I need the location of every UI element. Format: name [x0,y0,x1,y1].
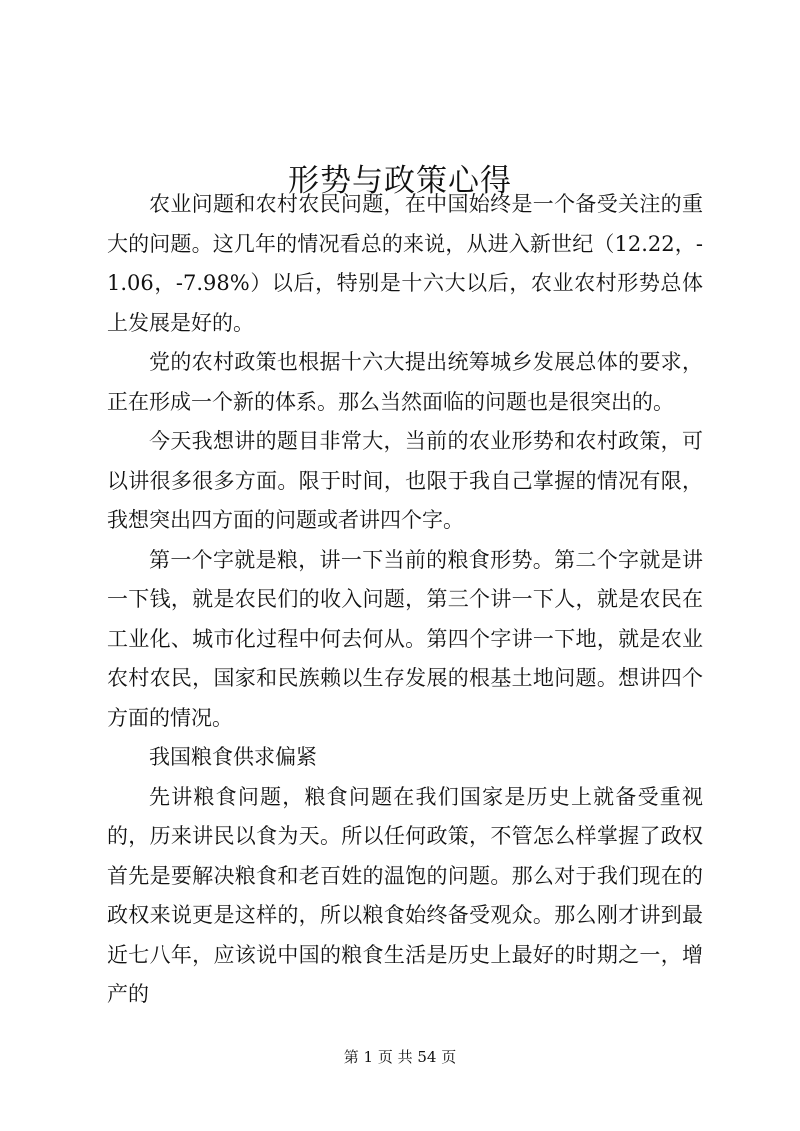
page-footer: 第 1 页 共 54 页 [343,1048,457,1066]
paragraph-1: 农业问题和农村农民问题，在中国始终是一个备受关注的重大的问题。这几年的情况看总的来说，从进入新世纪（12.22，-1.06，-7.98%）以后，特别是十六大以后，农业农村形势总体上发展是好的。 [107,192,703,335]
section-heading: 我国粮食供求偏紧 [149,745,317,769]
paragraph-5: 先讲粮食问题，粮食问题在我们国家是历史上就备受重视的，历来讲民以食为天。所以任何政策，不管怎么样掌握了政权首先是要解决粮食和老百姓的温饱的问题。那么对于我们现在的政权来说更是这样的，所以粮食始终备受观众。那么刚才讲到最近七八年，应该说中国的粮食生活是历史上最好的时期之一，增产的 [107,784,703,1006]
document-title: 形势与政策心得 [288,162,512,199]
paragraph-3: 今天我想讲的题目非常大，当前的农业形势和农村政策，可以讲很多很多方面。限于时间，也限于我自己掌握的情况有限，我想突出四方面的问题或者讲四个字。 [107,429,703,532]
paragraph-4: 第一个字就是粮，讲一下当前的粮食形势。第二个字就是讲一下钱，就是农民们的收入问题，第三个讲一下人，就是农民在工业化、城市化过程中何去何从。第四个字讲一下地，就是农业农村农民，国家和民族赖以生存发展的根基土地问题。想讲四个方面的情况。 [107,547,703,730]
document-body [107,185,703,1015]
paragraph-2: 党的农村政策也根据十六大提出统筹城乡发展总体的要求，正在形成一个新的体系。那么当然面临的问题也是很突出的。 [107,350,703,414]
